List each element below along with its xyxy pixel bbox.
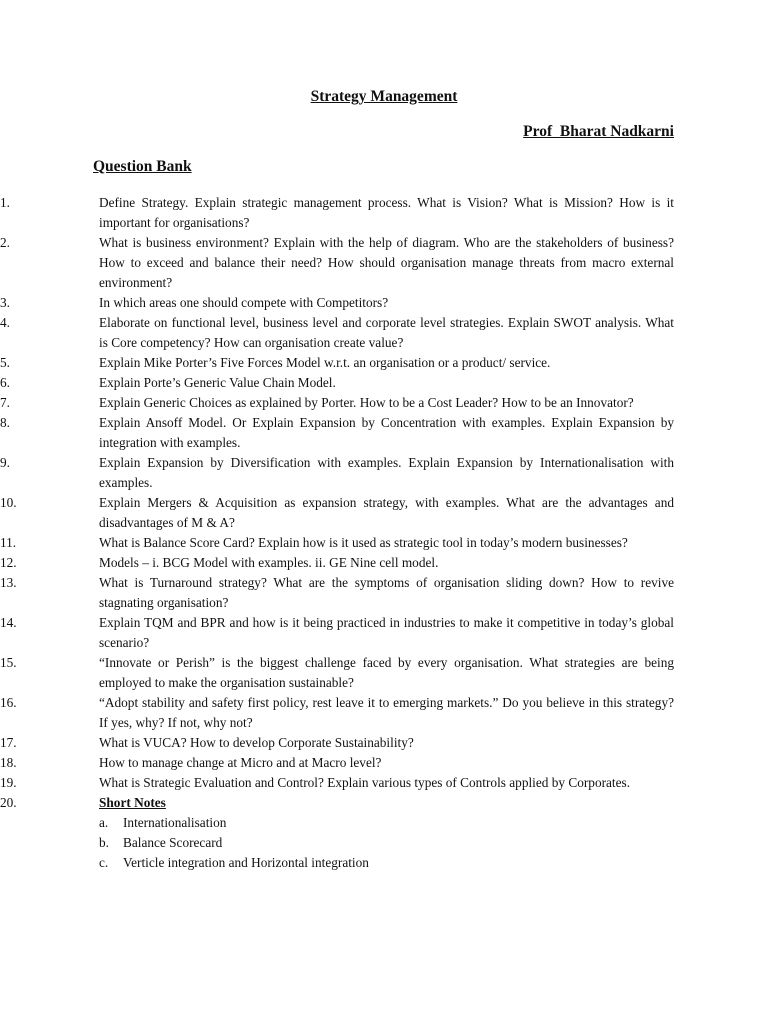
question-item-9 bbox=[0, 453, 768, 493]
question-number: 7. bbox=[0, 395, 10, 410]
question-item-6 bbox=[0, 373, 768, 393]
question-number: 15. bbox=[0, 655, 17, 670]
question-item-19 bbox=[0, 773, 768, 793]
question-number: 8. bbox=[0, 415, 10, 430]
question-item-10 bbox=[0, 493, 768, 533]
question-number: 14. bbox=[0, 615, 17, 630]
question-text: Explain Ansoff Model. Or Explain Expansion by Concentration with examples. Explain Expansion by integration with examples. bbox=[99, 415, 674, 450]
short-note-text: Balance Scorecard bbox=[123, 835, 223, 850]
question-number: 16. bbox=[0, 695, 17, 710]
question-number: 6. bbox=[0, 375, 10, 390]
question-item-7 bbox=[0, 393, 768, 413]
question-text: Explain Mergers & Acquisition as expansion strategy, with examples. What are the advantages and disadvantages of M & A? bbox=[99, 495, 674, 530]
question-item-5 bbox=[0, 353, 768, 373]
question-number: 10. bbox=[0, 495, 17, 510]
question-number: 17. bbox=[0, 735, 17, 750]
section-heading: Question Bank bbox=[93, 158, 192, 175]
short-note-text: Verticle integration and Horizontal integration bbox=[123, 855, 369, 870]
question-item-12 bbox=[0, 553, 768, 573]
question-number: 20. bbox=[0, 795, 17, 810]
short-note-letter: a. bbox=[99, 815, 109, 830]
question-number: 12. bbox=[0, 555, 17, 570]
question-text: “Adopt stability and safety first policy, rest leave it to emerging markets.” Do you believe in this strategy? If yes, why? If not, why not? bbox=[99, 695, 674, 730]
question-item-16 bbox=[0, 693, 768, 733]
short-notes-heading: Short Notes bbox=[99, 795, 166, 810]
question-text: Explain Generic Choices as explained by Porter. How to be a Cost Leader? How to be an Innovator? bbox=[99, 395, 634, 410]
question-item-15 bbox=[0, 653, 768, 693]
question-number: 9. bbox=[0, 455, 10, 470]
short-note-letter: c. bbox=[99, 855, 109, 870]
question-text: What is Balance Score Card? Explain how is it used as strategic tool in today’s modern businesses? bbox=[99, 535, 628, 550]
short-note-letter: b. bbox=[99, 835, 109, 850]
question-number: 5. bbox=[0, 355, 10, 370]
question-item-14 bbox=[0, 613, 768, 653]
question-text: Explain Mike Porter’s Five Forces Model w.r.t. an organisation or a product/ service. bbox=[99, 355, 551, 370]
short-notes-list bbox=[99, 813, 674, 873]
short-note-item bbox=[99, 833, 674, 853]
short-note-text: Internationalisation bbox=[123, 815, 227, 830]
question-text: What is Strategic Evaluation and Control? Explain various types of Controls applied by Corporates. bbox=[99, 775, 631, 790]
question-text: What is business environment? Explain with the help of diagram. Who are the stakeholders of business? How to exceed and balance their need? How should organisation manage threats from macro external environment? bbox=[99, 235, 674, 290]
question-text: How to manage change at Micro and at Macro level? bbox=[99, 755, 382, 770]
question-item-17 bbox=[0, 733, 768, 753]
question-item-20 bbox=[0, 793, 768, 873]
short-note-item bbox=[99, 853, 674, 873]
question-item-18 bbox=[0, 753, 768, 773]
question-item-8 bbox=[0, 413, 768, 453]
question-number: 2. bbox=[0, 235, 10, 250]
author-name: Prof Bharat Nadkarni bbox=[523, 123, 674, 140]
question-item-1 bbox=[0, 193, 768, 233]
question-number: 13. bbox=[0, 575, 17, 590]
question-text: “Innovate or Perish” is the biggest challenge faced by every organisation. What strategies are being employed to make the organisation sustainable? bbox=[99, 655, 674, 690]
question-text: In which areas one should compete with Competitors? bbox=[99, 295, 389, 310]
question-text: Explain Expansion by Diversification with examples. Explain Expansion by Internationalisation with examples. bbox=[99, 455, 674, 490]
question-text: Explain Porte’s Generic Value Chain Model. bbox=[99, 375, 336, 390]
question-text: Elaborate on functional level, business level and corporate level strategies. Explain SWOT analysis. What is Core competency? How can organisation create value? bbox=[99, 315, 674, 350]
question-item-13 bbox=[0, 573, 768, 613]
question-number: 3. bbox=[0, 295, 10, 310]
document-title: Strategy Management bbox=[310, 88, 458, 105]
question-item-4 bbox=[0, 313, 768, 353]
question-text: Models – i. BCG Model with examples. ii. GE Nine cell model. bbox=[99, 555, 439, 570]
question-item-2 bbox=[0, 233, 768, 293]
question-number: 19. bbox=[0, 775, 17, 790]
question-number: 11. bbox=[0, 535, 17, 550]
question-text: Explain TQM and BPR and how is it being practiced in industries to make it competitive in today’s global scenario? bbox=[99, 615, 674, 650]
question-number: 4. bbox=[0, 315, 10, 330]
question-text: What is Turnaround strategy? What are the symptoms of organisation sliding down? How to revive stagnating organisation? bbox=[99, 575, 674, 610]
question-item-3 bbox=[0, 293, 768, 313]
question-text: Define Strategy. Explain strategic management process. What is Vision? What is Mission? How is it important for organisations? bbox=[99, 195, 674, 230]
question-number: 18. bbox=[0, 755, 17, 770]
short-note-item bbox=[99, 813, 674, 833]
question-text: What is VUCA? How to develop Corporate Sustainability? bbox=[99, 735, 414, 750]
question-item-11 bbox=[0, 533, 768, 553]
question-list bbox=[0, 193, 768, 873]
question-number: 1. bbox=[0, 195, 10, 210]
